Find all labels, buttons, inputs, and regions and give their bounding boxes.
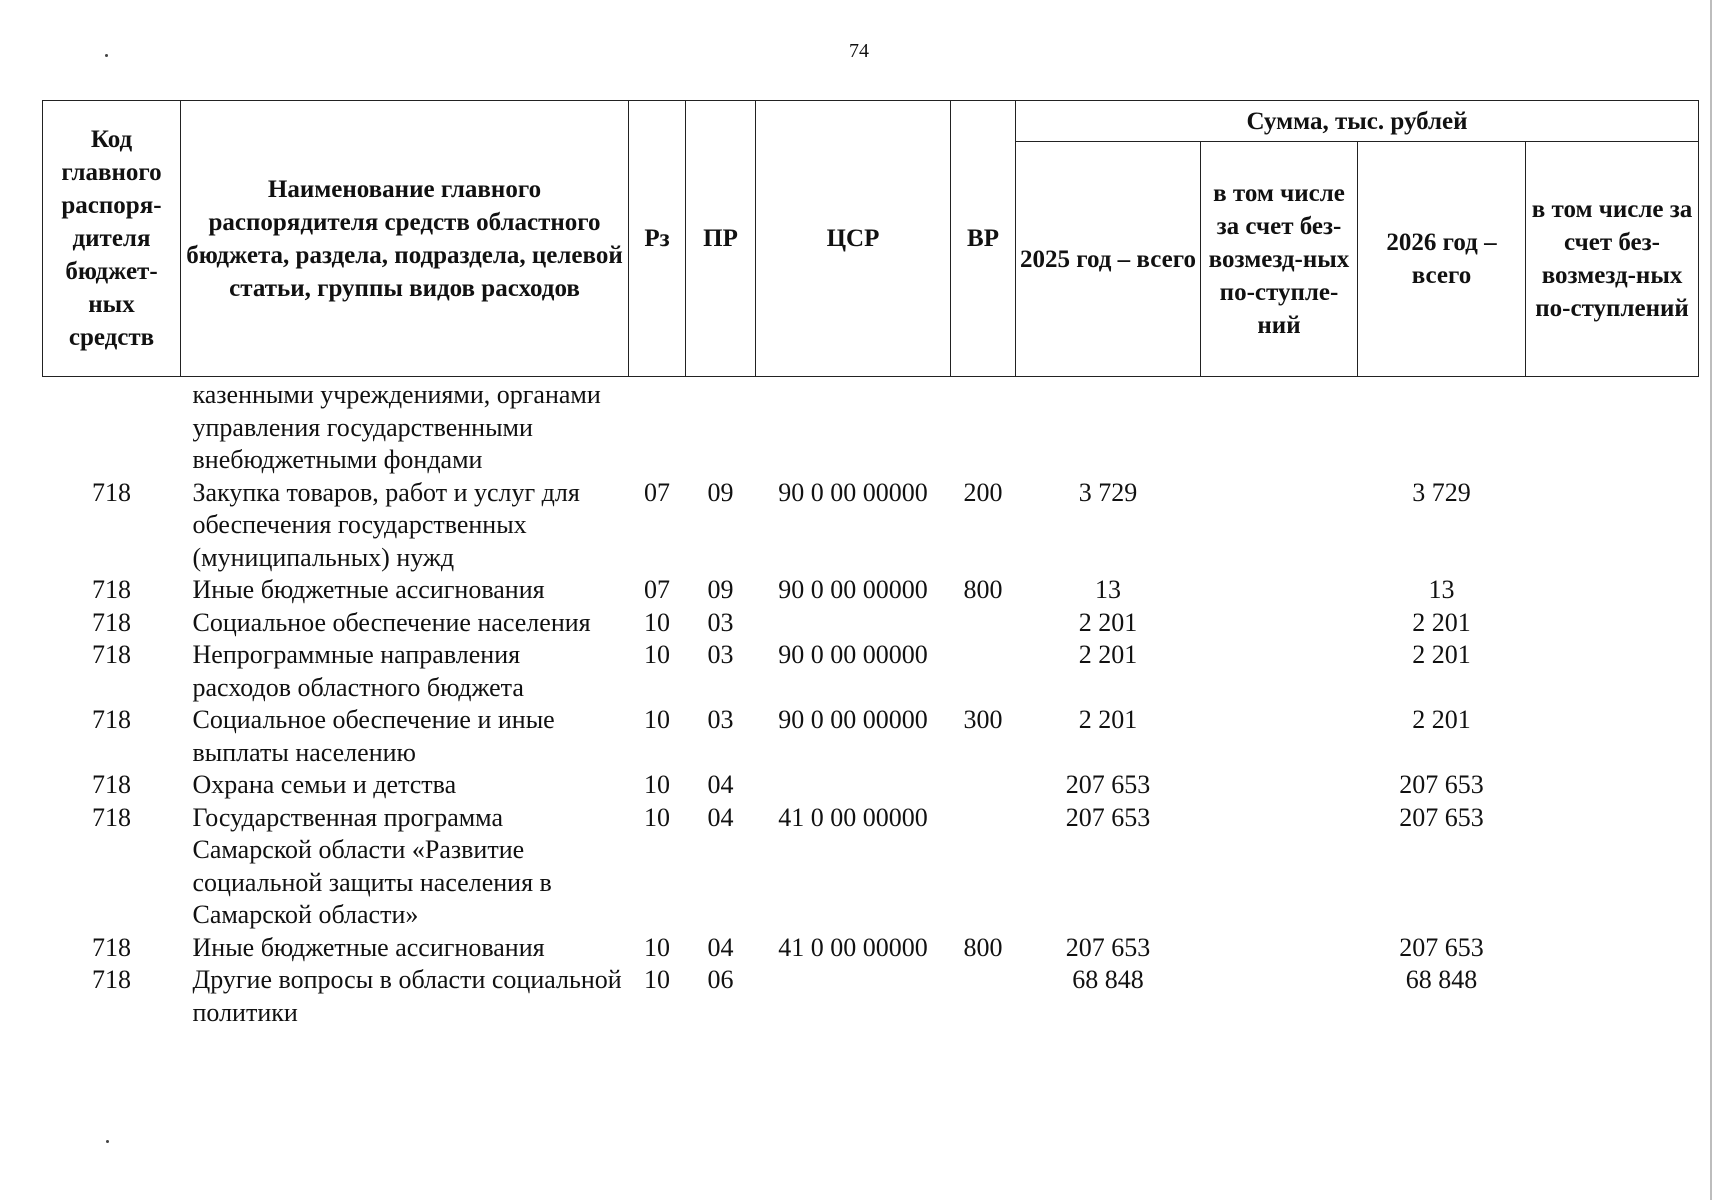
cell-2025-total: 207 653 bbox=[1065, 770, 1151, 799]
table-row bbox=[43, 769, 1699, 802]
cell-2025-grants bbox=[1201, 574, 1358, 607]
cell-2025-total: 13 bbox=[1095, 575, 1121, 604]
cell-code bbox=[43, 377, 181, 477]
cell-name: Социальное обеспечение населения bbox=[192, 607, 591, 637]
cell-vr bbox=[951, 964, 1016, 1029]
header-2025-grants: в том числе за счет без-возмезд-ных по-ступле-ний bbox=[1201, 142, 1358, 377]
cell-vr bbox=[951, 802, 1016, 932]
cell-2025-grants bbox=[1201, 932, 1358, 965]
cell-name: Другие вопросы в области социальной политики bbox=[192, 965, 622, 1027]
cell-2025-grants bbox=[1201, 639, 1358, 704]
cell-2026-grants bbox=[1526, 769, 1699, 802]
cell-rz: 10 bbox=[644, 640, 670, 669]
table-row bbox=[43, 477, 1699, 575]
cell-2026-grants bbox=[1526, 964, 1699, 1029]
header-rz: Рз bbox=[629, 101, 686, 377]
cell-2026-total: 207 653 bbox=[1399, 932, 1484, 962]
header-2025-total: 2025 год – всего bbox=[1016, 142, 1201, 377]
cell-2026-total: 2 201 bbox=[1412, 640, 1471, 669]
table-row bbox=[43, 704, 1699, 769]
cell-2026-total bbox=[1358, 377, 1526, 477]
table-body bbox=[43, 377, 1699, 1030]
cell-rz bbox=[629, 377, 686, 477]
cell-2026-grants bbox=[1526, 932, 1699, 965]
cell-csr: 90 0 00 00000 bbox=[778, 575, 928, 604]
cell-csr bbox=[756, 964, 951, 1029]
budget-table bbox=[42, 100, 1699, 1029]
table-row bbox=[43, 964, 1699, 1029]
cell-2026-total: 2 201 bbox=[1412, 607, 1471, 637]
header-2026-grants: в том числе за счет без-возмезд-ных по-ступлений bbox=[1526, 142, 1699, 377]
cell-csr bbox=[756, 769, 951, 802]
cell-code: 718 bbox=[92, 640, 131, 669]
cell-pr bbox=[686, 377, 756, 477]
cell-name: казенными учреждениями, органами управления государственными внебюджетными фондами bbox=[192, 380, 601, 474]
cell-code: 718 bbox=[92, 770, 131, 799]
cell-pr: 04 bbox=[707, 932, 734, 962]
table-header bbox=[43, 101, 1699, 377]
header-2026-total: 2026 год – всего bbox=[1358, 142, 1526, 377]
cell-2025-grants bbox=[1201, 769, 1358, 802]
cell-vr bbox=[951, 769, 1016, 802]
scan-dot bbox=[106, 1140, 109, 1143]
cell-rz: 10 bbox=[644, 965, 670, 994]
cell-vr bbox=[951, 639, 1016, 704]
header-pr: ПР bbox=[686, 101, 756, 377]
table-row bbox=[43, 607, 1699, 640]
cell-2025-grants bbox=[1201, 377, 1358, 477]
cell-2025-grants bbox=[1201, 704, 1358, 769]
table-row bbox=[43, 802, 1699, 932]
cell-vr bbox=[951, 377, 1016, 477]
cell-2025-total: 2 201 bbox=[1078, 607, 1138, 637]
cell-name: Иные бюджетные ассигнования bbox=[192, 575, 545, 604]
cell-name: Непрограммные направления расходов областного бюджета bbox=[192, 640, 524, 702]
cell-2026-total: 207 653 bbox=[1399, 770, 1484, 799]
cell-pr: 09 bbox=[707, 575, 734, 604]
header-sum-group: Сумма, тыс. рублей bbox=[1016, 101, 1699, 142]
cell-code: 718 bbox=[92, 705, 131, 734]
cell-pr: 03 bbox=[707, 640, 734, 669]
cell-name: Иные бюджетные ассигнования bbox=[192, 932, 545, 962]
cell-name: Государственная программа Самарской области «Развитие социальной защиты населения в Самарской области» bbox=[192, 802, 552, 929]
cell-2026-total: 13 bbox=[1428, 575, 1455, 604]
cell-csr: 41 0 00 00000 bbox=[778, 932, 928, 962]
cell-2025-total: 2 201 bbox=[1078, 705, 1138, 734]
scan-edge-line bbox=[1710, 0, 1712, 1200]
header-vr: ВР bbox=[951, 101, 1016, 377]
cell-csr: 90 0 00 00000 bbox=[778, 640, 928, 669]
cell-2026-total: 2 201 bbox=[1412, 705, 1471, 734]
cell-vr bbox=[951, 607, 1016, 640]
cell-vr: 200 bbox=[963, 477, 1003, 507]
cell-code: 718 bbox=[92, 965, 131, 994]
page-number: 74 bbox=[849, 40, 869, 62]
cell-2025-total: 207 653 bbox=[1065, 802, 1151, 832]
cell-2026-grants bbox=[1526, 802, 1699, 932]
cell-rz: 10 bbox=[644, 932, 670, 962]
cell-2026-total: 207 653 bbox=[1399, 802, 1484, 832]
cell-2026-grants bbox=[1526, 639, 1699, 704]
cell-code: 718 bbox=[92, 575, 131, 604]
cell-2025-total: 2 201 bbox=[1078, 640, 1138, 669]
cell-rz: 10 bbox=[644, 770, 670, 799]
cell-code: 718 bbox=[92, 607, 131, 637]
header-name: Наименование главного распорядителя средств областного бюджета, раздела, подраздела, целевой статьи, группы видов расходов bbox=[181, 101, 629, 377]
header-code: Код главного распоря-дителя бюджет-ных средств bbox=[43, 101, 181, 377]
cell-vr: 800 bbox=[963, 575, 1003, 604]
cell-pr: 04 bbox=[707, 802, 734, 832]
cell-vr: 300 bbox=[963, 705, 1003, 734]
table-row bbox=[43, 574, 1699, 607]
table-row bbox=[43, 377, 1699, 477]
cell-2025-total: 68 848 bbox=[1072, 965, 1144, 994]
cell-pr: 06 bbox=[707, 965, 734, 994]
cell-pr: 03 bbox=[707, 705, 734, 734]
cell-rz: 10 bbox=[644, 607, 670, 637]
cell-csr: 90 0 00 00000 bbox=[778, 705, 928, 734]
table-row bbox=[43, 639, 1699, 704]
cell-pr: 03 bbox=[707, 607, 734, 637]
cell-name: Закупка товаров, работ и услуг для обеспечения государственных (муниципальных) нужд bbox=[192, 477, 580, 572]
cell-2025-grants bbox=[1201, 477, 1358, 575]
cell-pr: 09 bbox=[707, 477, 734, 507]
cell-2026-grants bbox=[1526, 607, 1699, 640]
cell-2026-total: 68 848 bbox=[1405, 965, 1478, 994]
cell-2026-grants bbox=[1526, 574, 1699, 607]
cell-2025-total: 3 729 bbox=[1078, 477, 1138, 507]
cell-rz: 07 bbox=[644, 575, 670, 604]
cell-2026-grants bbox=[1526, 704, 1699, 769]
cell-name: Охрана семьи и детства bbox=[192, 770, 457, 799]
cell-code: 718 bbox=[92, 802, 131, 832]
cell-2026-total: 3 729 bbox=[1412, 477, 1471, 507]
cell-2025-grants bbox=[1201, 964, 1358, 1029]
cell-rz: 10 bbox=[644, 705, 670, 734]
cell-pr: 04 bbox=[707, 770, 734, 799]
cell-code: 718 bbox=[92, 932, 131, 962]
cell-2025-total bbox=[1016, 377, 1201, 477]
cell-name: Социальное обеспечение и иные выплаты населению bbox=[192, 705, 555, 767]
cell-csr bbox=[756, 377, 951, 477]
cell-csr: 90 0 00 00000 bbox=[778, 477, 928, 507]
cell-2026-grants bbox=[1526, 377, 1699, 477]
cell-code: 718 bbox=[92, 477, 131, 507]
cell-2025-grants bbox=[1201, 802, 1358, 932]
cell-rz: 10 bbox=[644, 802, 670, 832]
table-row bbox=[43, 932, 1699, 965]
cell-rz: 07 bbox=[644, 477, 670, 507]
cell-vr: 800 bbox=[963, 932, 1003, 962]
cell-2026-grants bbox=[1526, 477, 1699, 575]
header-csr: ЦСР bbox=[756, 101, 951, 377]
cell-csr bbox=[756, 607, 951, 640]
cell-csr: 41 0 00 00000 bbox=[778, 802, 928, 832]
cell-2025-grants bbox=[1201, 607, 1358, 640]
cell-2025-total: 207 653 bbox=[1065, 932, 1151, 962]
